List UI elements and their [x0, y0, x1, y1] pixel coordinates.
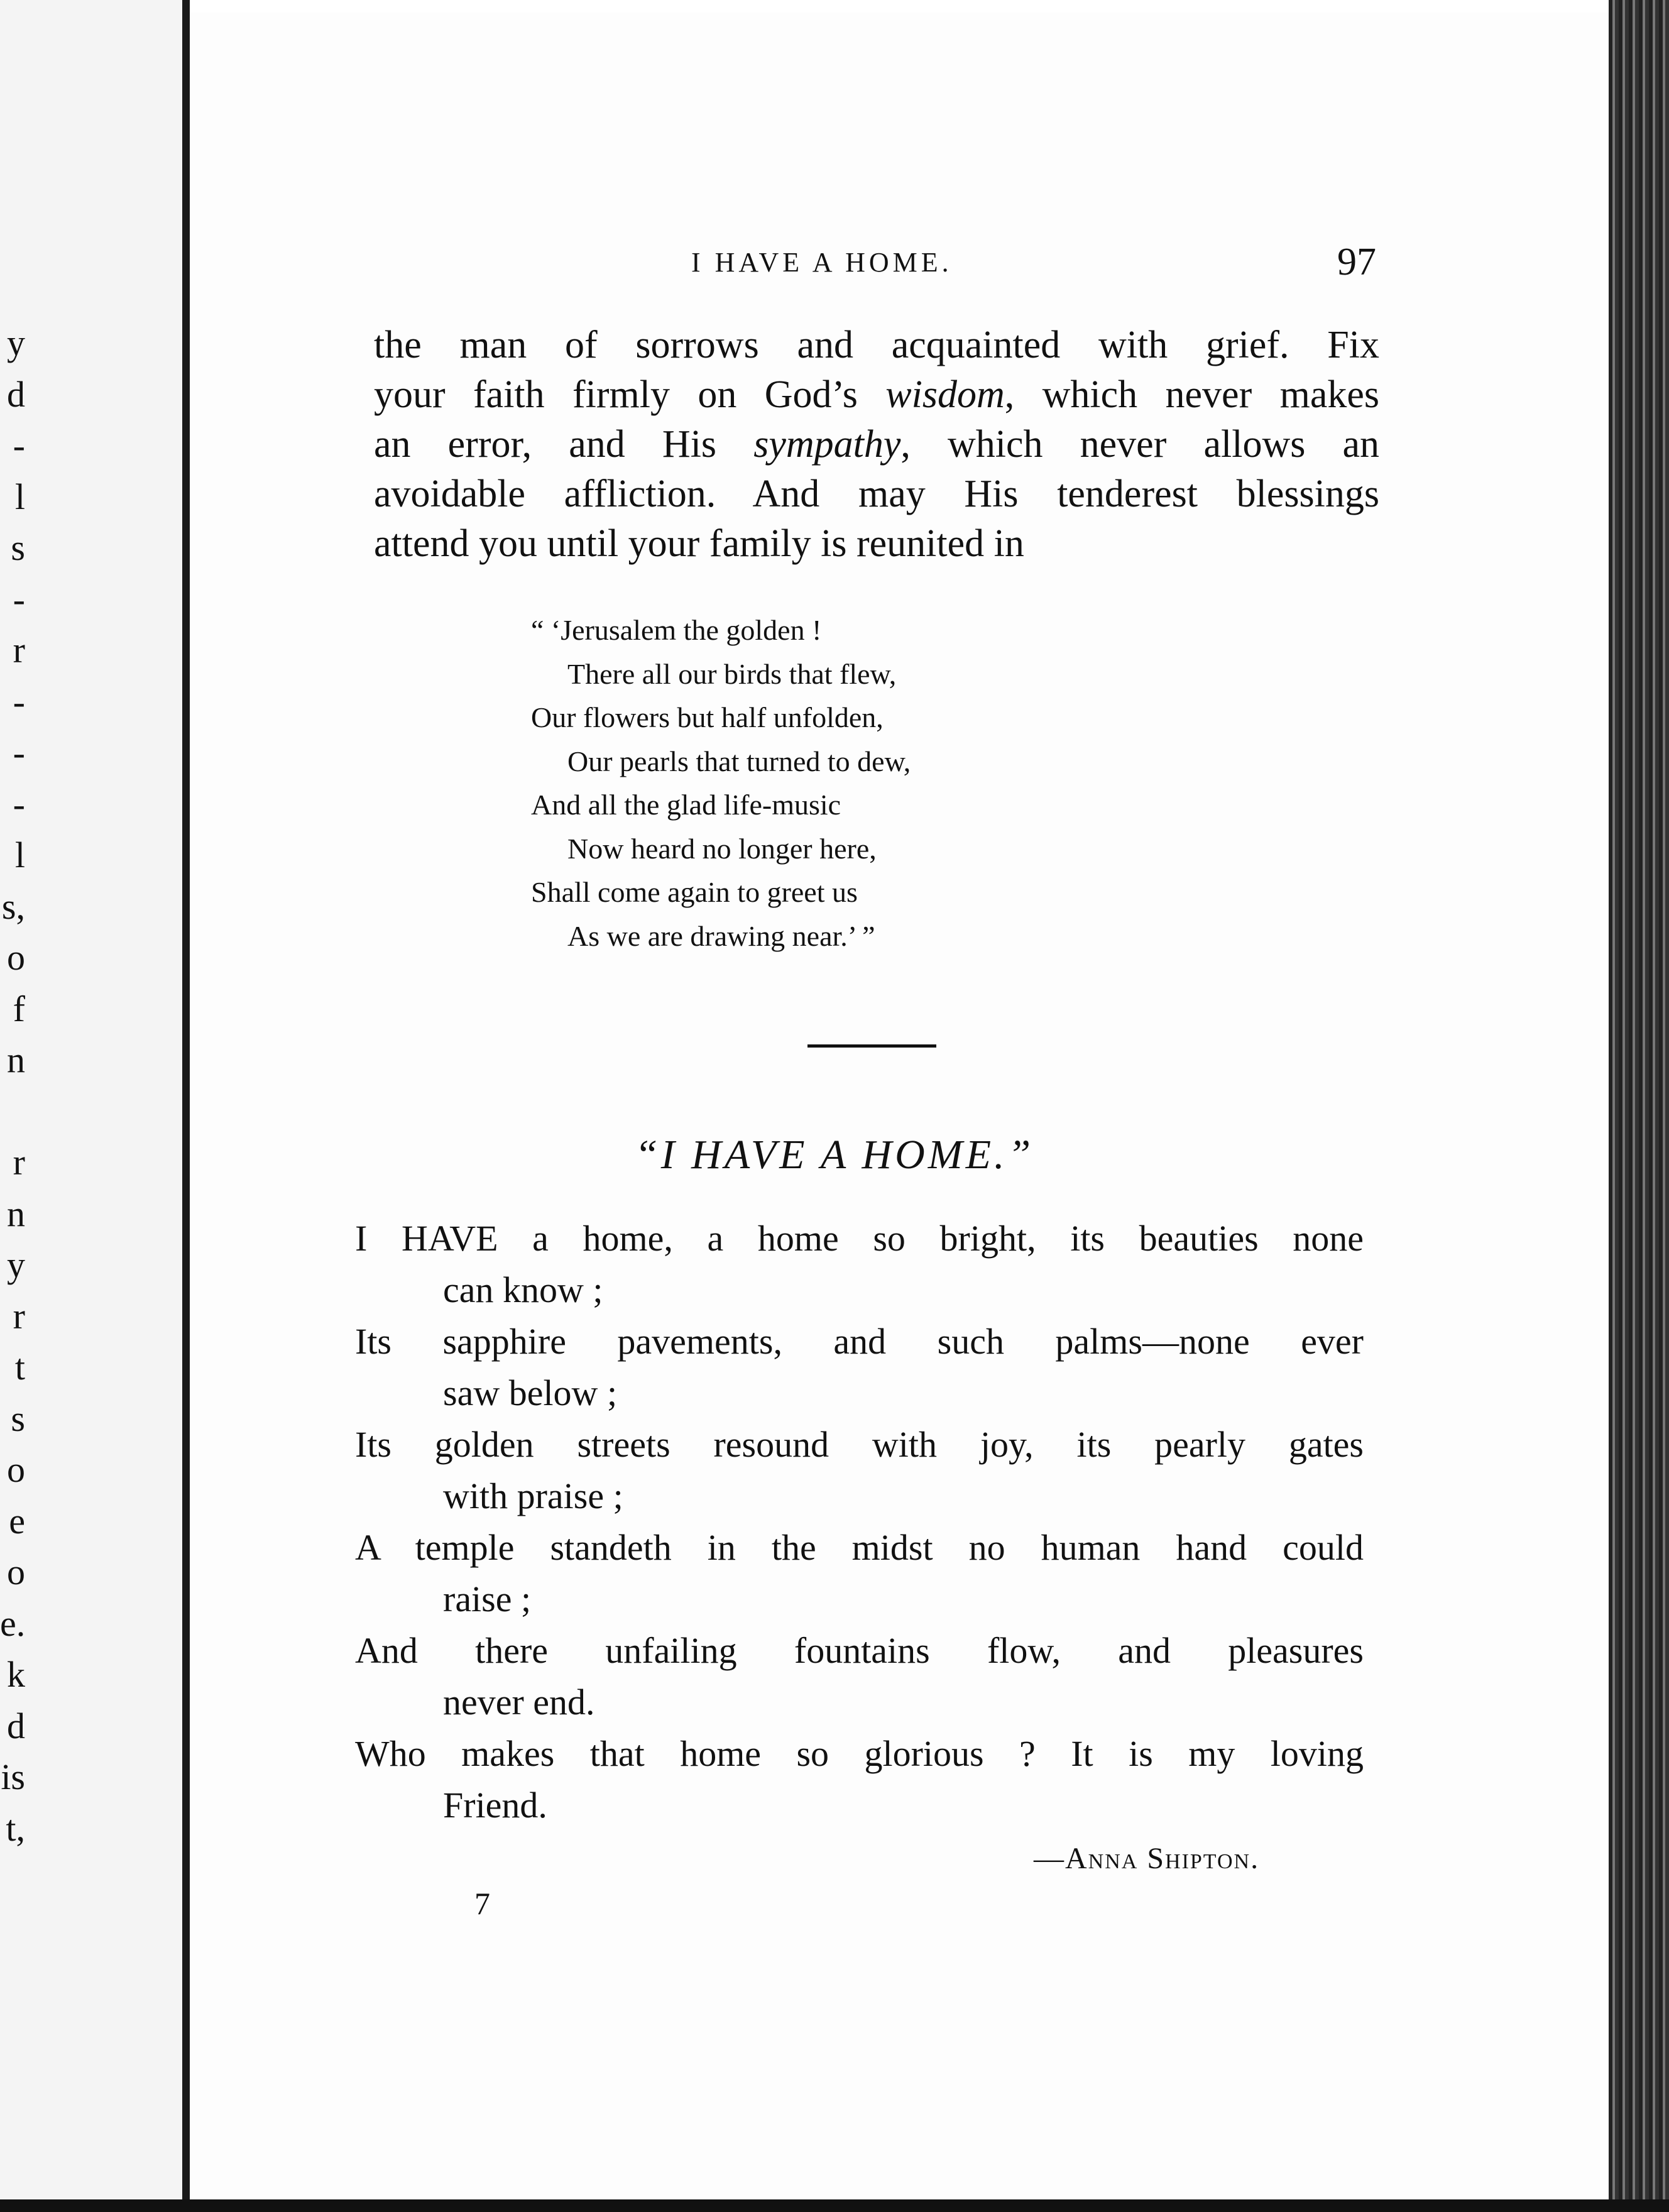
poem-title: “I HAVE A HOME.” — [635, 1132, 1034, 1178]
poem-attribution: —Anna Shipton. — [1034, 1842, 1260, 1875]
facing-page-fragment: k — [7, 1654, 25, 1695]
page-stack-edge — [1609, 0, 1669, 2212]
section-divider — [807, 1044, 936, 1048]
hymn-text: a home, a home so bright, its beauties none — [498, 1218, 1364, 1259]
facing-page-fragment — [0, 1086, 25, 1137]
hymn-line: A temple standeth in the midst no human hand could — [355, 1527, 1364, 1568]
facing-page-fragment: - — [13, 732, 25, 773]
facing-page-fragment: o — [7, 937, 25, 978]
facing-page-fragment: - — [13, 578, 25, 620]
page-number: 97 — [1337, 241, 1376, 283]
poem-line: As we are drawing near.’ ” — [567, 919, 875, 952]
facing-page-fragment: r — [13, 1142, 25, 1183]
hymn-small-caps: HAVE — [401, 1218, 498, 1259]
facing-page-fragment: - — [13, 681, 25, 722]
hymn-line-continuation: can know ; — [443, 1269, 603, 1310]
poem-line: Shall come again to greet us — [531, 876, 858, 908]
hymn-line-continuation: never end. — [443, 1682, 595, 1722]
facing-page-fragment: s, — [1, 885, 25, 927]
facing-page-fragment: n — [7, 1039, 25, 1080]
hymn-line: Its golden streets resound with joy, its pearly gates — [355, 1424, 1364, 1465]
hymn — [355, 1213, 1364, 1831]
prose-text: , which never makes — [1004, 373, 1379, 416]
scan-bottom-edge — [0, 2199, 1669, 2212]
prose-line — [374, 370, 1379, 420]
poem-line: Our pearls that turned to dew, — [567, 745, 911, 777]
facing-page-fragment: o — [7, 1449, 25, 1490]
hymn-line-continuation: with praise ; — [443, 1476, 623, 1516]
facing-page-fragment: n — [7, 1193, 25, 1234]
prose-line — [374, 420, 1379, 469]
facing-page-fragment: l — [14, 835, 25, 875]
facing-page-fragment: - — [13, 425, 25, 466]
facing-page-fragment: r — [13, 1295, 25, 1337]
facing-page-fragment: o — [7, 1552, 25, 1592]
facing-page-fragment: d — [7, 373, 25, 415]
scan-left-gutter — [0, 0, 189, 2212]
hymn-line-continuation: saw below ; — [443, 1372, 618, 1413]
hymn-line — [355, 1213, 1364, 1264]
poem-line: And all the glad life-music — [531, 789, 841, 821]
facing-page-fragment: s — [11, 527, 25, 568]
facing-page-fragment: - — [13, 783, 25, 824]
emphasis-wisdom: wisdom — [885, 373, 1005, 416]
facing-page-fragment: e — [9, 1500, 25, 1541]
facing-page-fragment: y — [7, 322, 25, 363]
poem-line: Our flowers but half unfolden, — [531, 701, 884, 733]
running-head: I HAVE A HOME. — [691, 247, 953, 278]
facing-page-fragment: t — [14, 1347, 25, 1388]
facing-page-fragment: y — [7, 1244, 25, 1285]
facing-page-fragment: s — [11, 1398, 25, 1439]
hymn-line-continuation: raise ; — [443, 1579, 532, 1619]
hymn-line-continuation: Friend. — [443, 1785, 547, 1826]
facing-page-fragment: t, — [6, 1807, 25, 1849]
prose-line: attend you until your family is reunited in — [374, 522, 1024, 565]
facing-page-fragments — [0, 317, 25, 1854]
quoted-poem — [531, 608, 911, 958]
hymn-first-word: I — [355, 1218, 368, 1259]
emphasis-sympathy: sympathy — [753, 423, 901, 466]
prose-text: , which never allows an — [900, 423, 1379, 466]
poem-line: Now heard no longer here, — [567, 832, 877, 865]
facing-page-fragment: l — [14, 476, 25, 517]
facing-page-fragment: r — [13, 630, 25, 671]
prose-paragraph — [374, 320, 1379, 569]
poem-line: There all our birds that flew, — [567, 657, 897, 690]
hymn-line: Its sapphire pavements, and such palms—none ever — [355, 1321, 1364, 1362]
prose-line: the man of sorrows and acquainted with grief. Fix — [374, 324, 1379, 366]
signature-mark: 7 — [474, 1886, 490, 1921]
prose-text: an error, and His — [374, 423, 754, 466]
prose-text: your faith firmly on God’s — [374, 373, 886, 416]
facing-page-fragment: d — [7, 1705, 25, 1746]
hymn-line: And there unfailing fountains flow, and pleasures — [355, 1630, 1364, 1671]
facing-page-fragment: is — [1, 1756, 25, 1797]
page-fold-shadow — [182, 0, 190, 2212]
facing-page-fragment: e. — [0, 1602, 25, 1644]
poem-line: “ ‘Jerusalem the golden ! — [531, 614, 822, 646]
hymn-line: Who makes that home so glorious ? It is my loving — [355, 1733, 1364, 1774]
prose-line: avoidable affliction. And may His tenderest blessings — [374, 473, 1379, 515]
facing-page-fragment: f — [13, 988, 25, 1029]
